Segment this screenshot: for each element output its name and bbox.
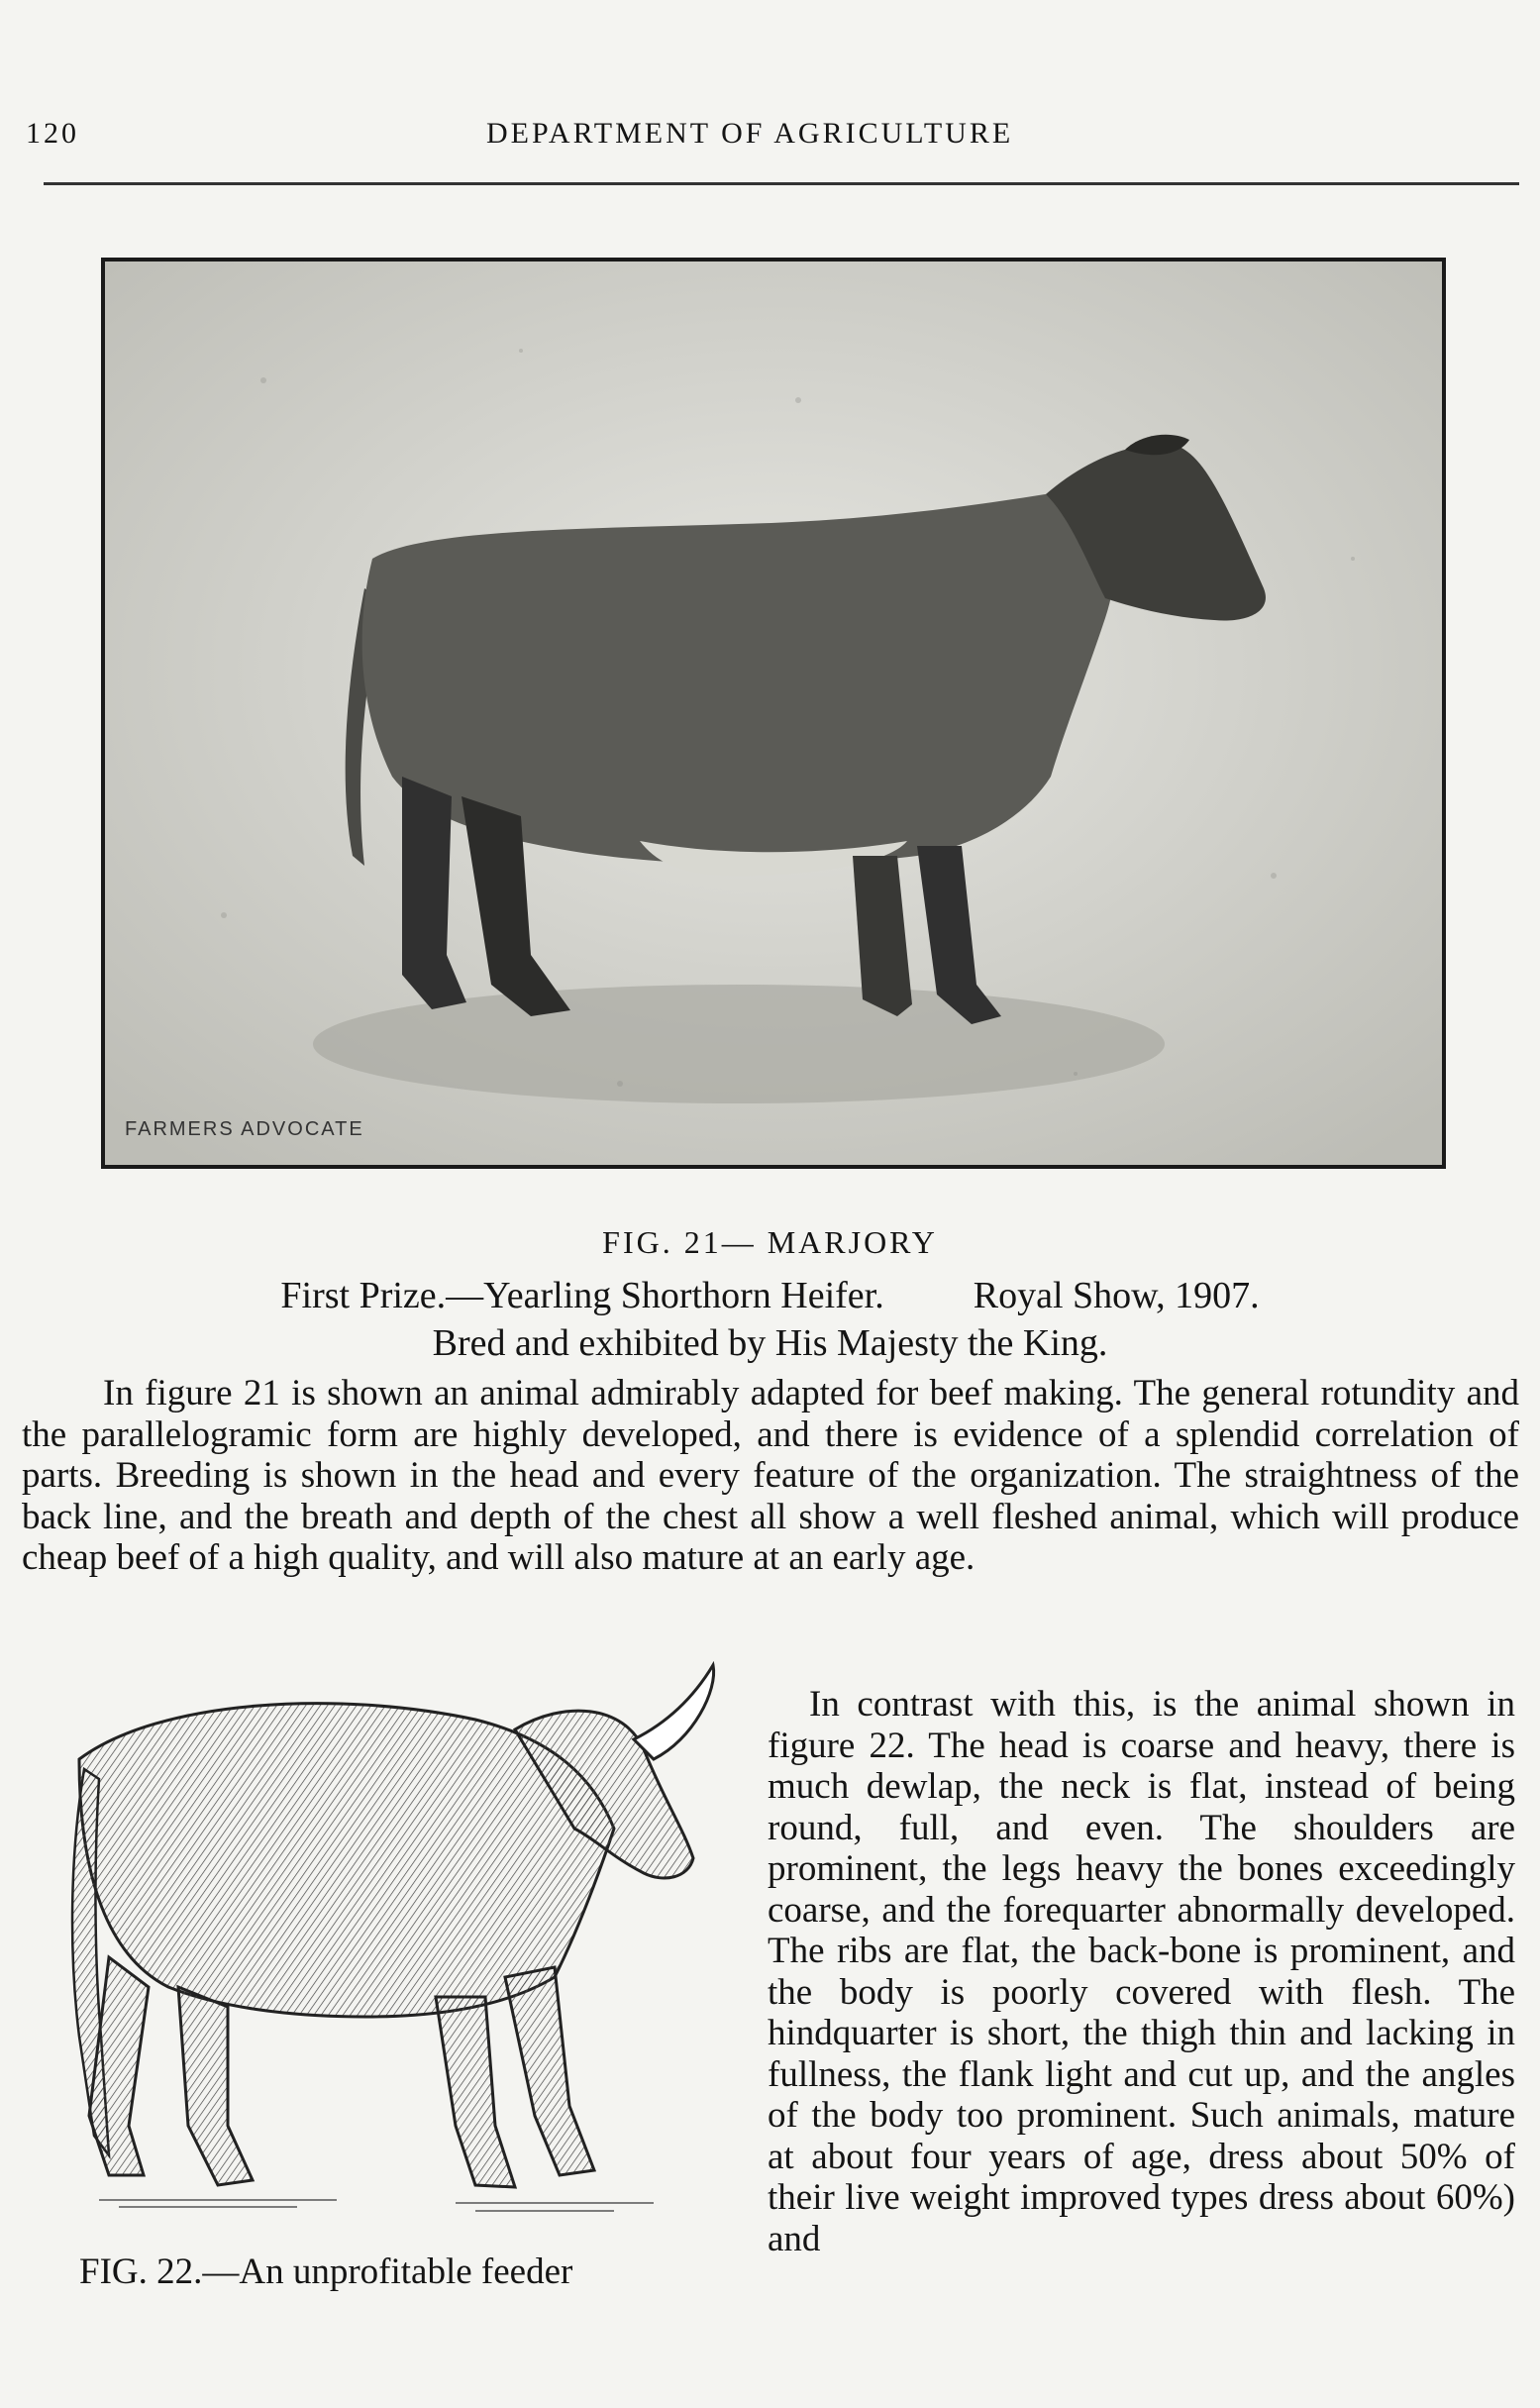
figure-21-prize: First Prize.—Yearling Shorthorn Heifer. <box>280 1275 884 1316</box>
page-number: 120 <box>26 117 79 150</box>
header-rule <box>44 182 1519 185</box>
heifer-photo-illustration <box>105 262 1442 1165</box>
running-head: DEPARTMENT OF AGRICULTURE <box>486 117 1014 150</box>
paragraph-1: In figure 21 is shown an animal admirably adapted for beef making. The general rotundity and the parallelogramic form are highly developed, and there is evidence of a splendid correlation of parts. Breeding is shown in the head and every feature of the organization. The straightness of the back line, and the breath and depth of the chest all show a well fleshed animal, which will produce cheap beef of a high quality, and will also mature at an early age. <box>22 1373 1519 1578</box>
figure-21-show: Royal Show, 1907. <box>973 1275 1260 1316</box>
paragraph-2: In contrast with this, is the animal shown in figure 22. The head is coarse and heavy, there is much dewlap, the neck is flat, instead of being round, full, and even. The shoulders are prominent, the legs heavy the bones exceedingly coarse, and the forequarter abnormally developed. The ribs are flat, the back-bone is prominent, and the body is poorly covered with flesh. The hindquarter is short, the thigh thin and lacking in fullness, the flank light and cut up, and the angles of the body too prominent. Such animals, mature at about four years of age, dress about 50% of their live weight improved types dress about 60%) and <box>768 1684 1515 2259</box>
page-header <box>26 117 1510 157</box>
figure-22-label: FIG. 22.—An unprofitable feeder <box>79 2251 573 2292</box>
figure-21-photo <box>101 258 1446 1169</box>
figure-21-label: FIG. 21— MARJORY <box>602 1224 938 1260</box>
photo-credit: FARMERS ADVOCATE <box>125 1118 364 1140</box>
figure-21-breeder: Bred and exhibited by His Majesty the King. <box>432 1322 1108 1364</box>
steer-engraving <box>40 1660 733 2225</box>
figure-22-illustration <box>40 1660 733 2225</box>
figure-21-subtitle <box>0 1274 1540 1317</box>
